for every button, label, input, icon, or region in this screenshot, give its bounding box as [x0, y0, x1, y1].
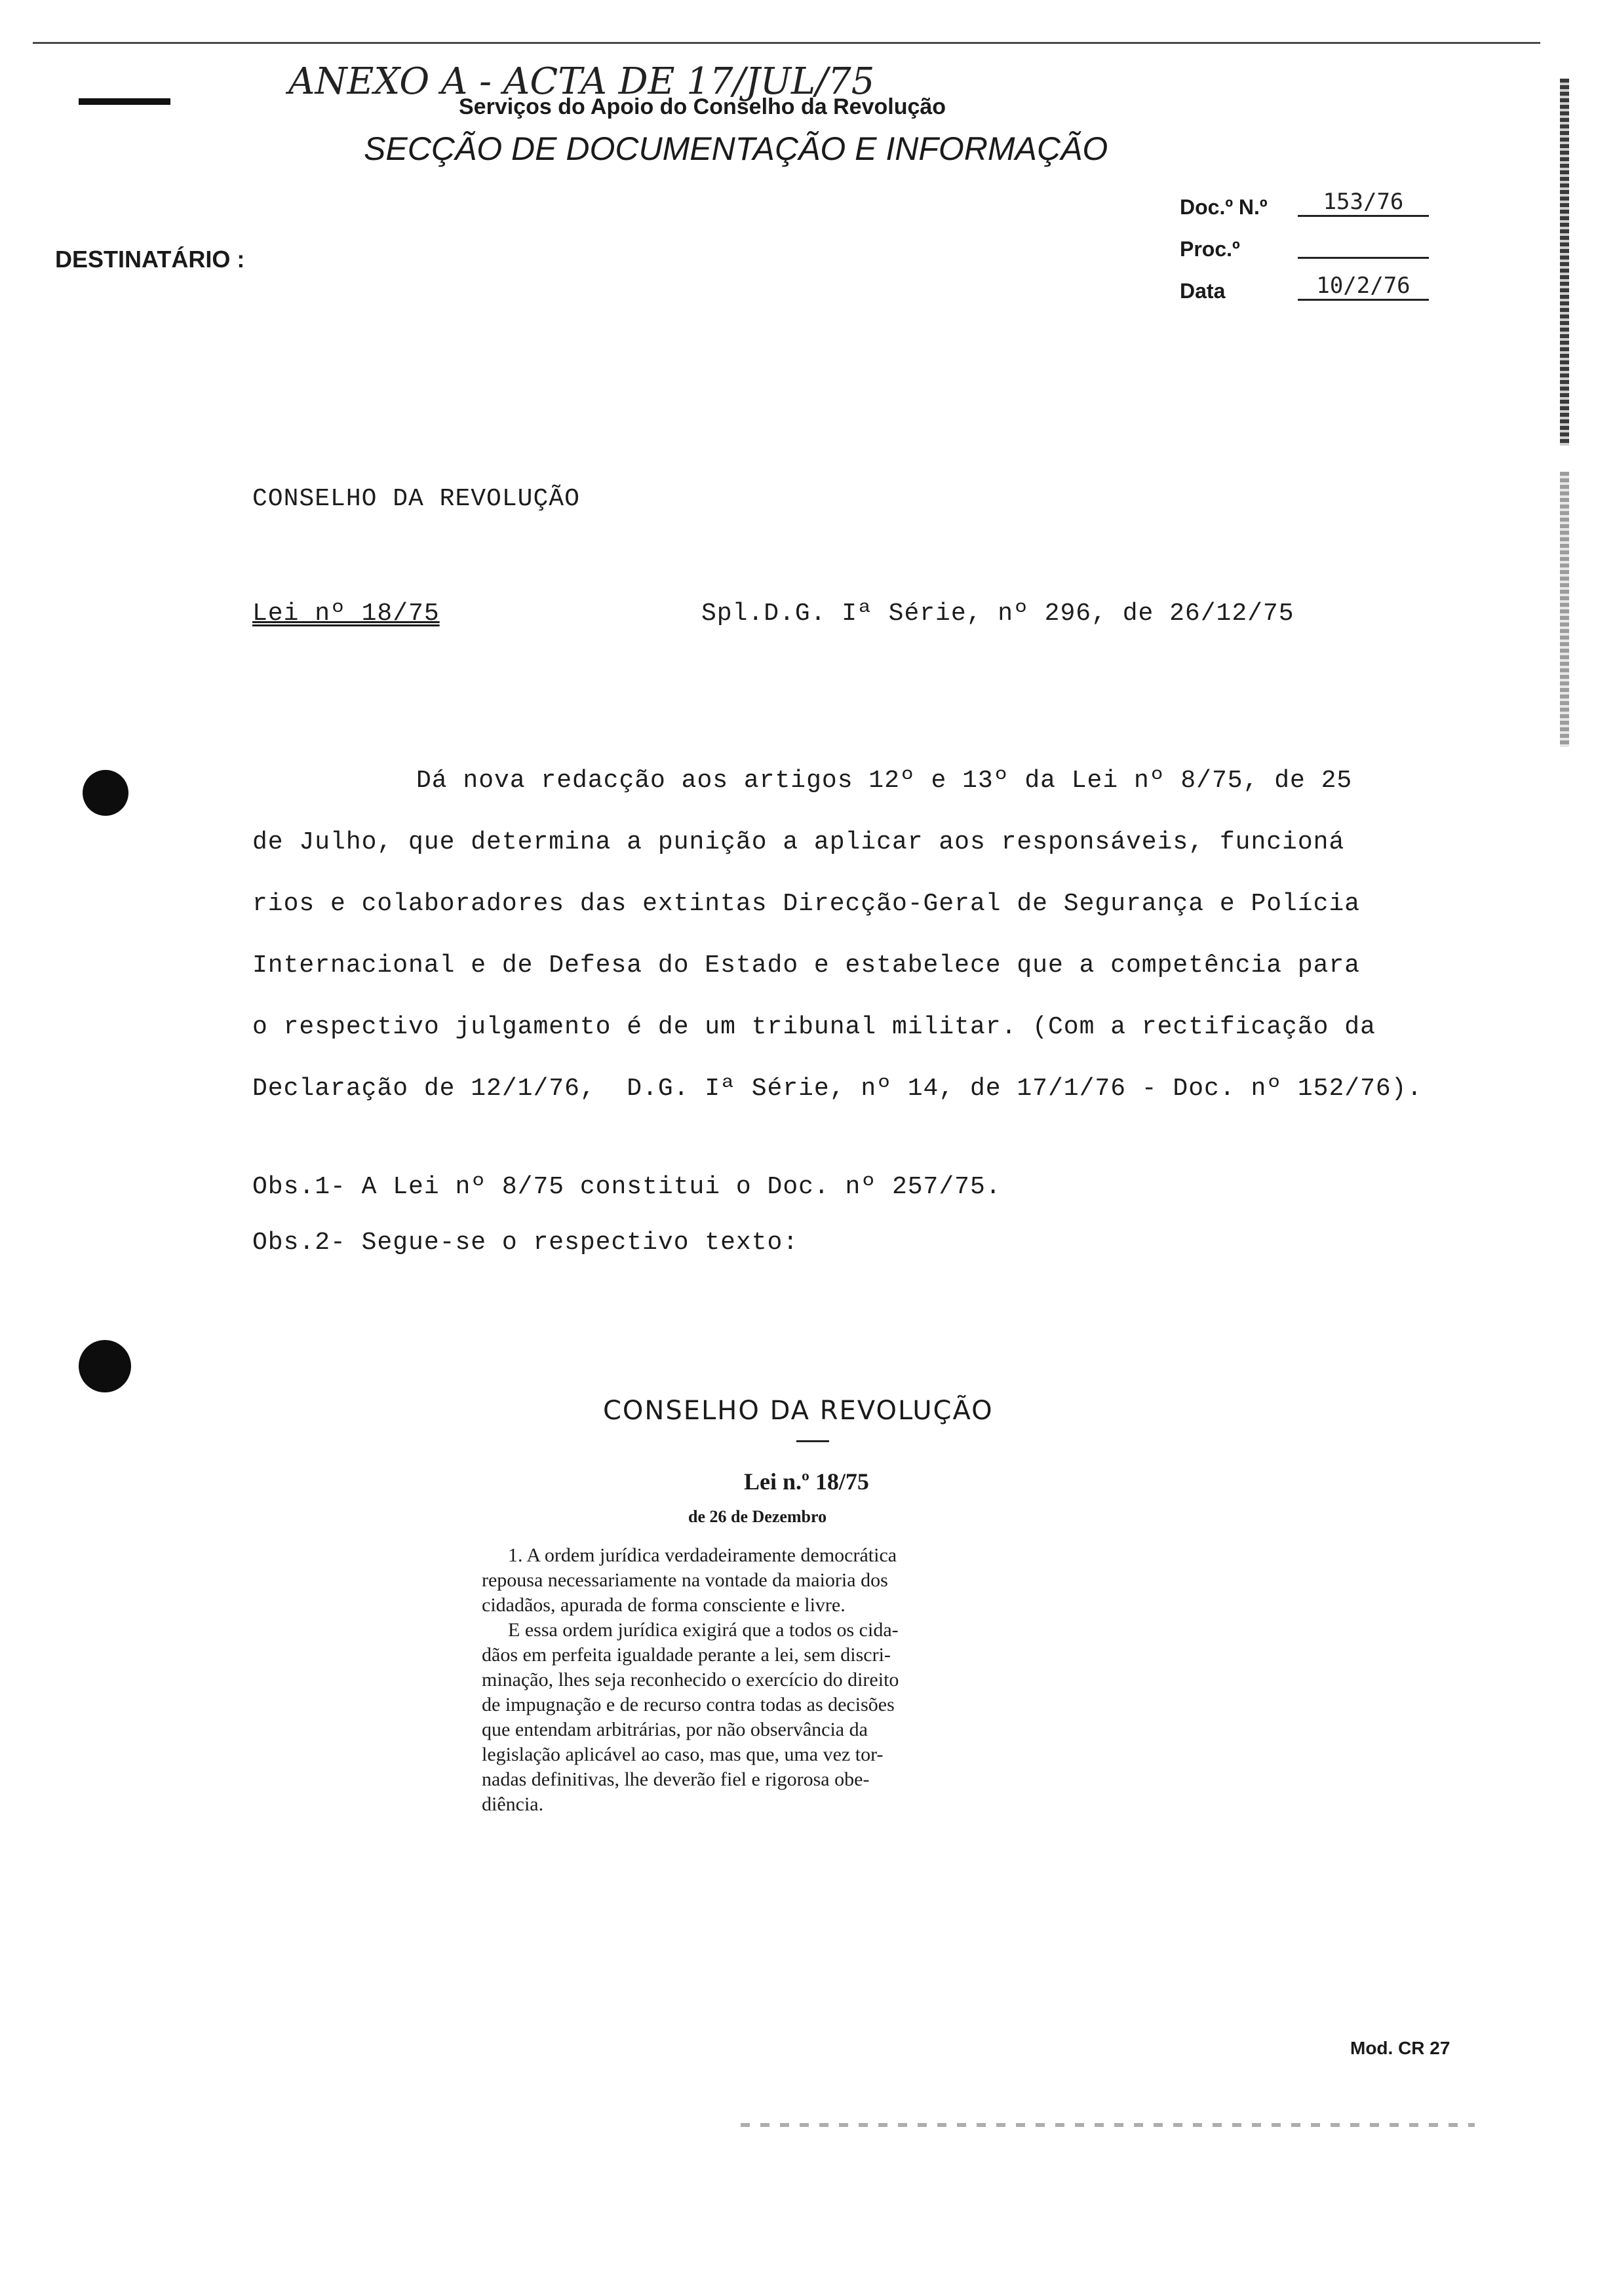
clipping-title: CONSELHO DA REVOLUÇÃO: [603, 1396, 994, 1426]
proc-number: [1298, 231, 1429, 259]
section-title: SECÇÃO DE DOCUMENTAÇÃO E INFORMAÇÃO: [364, 130, 1108, 167]
handwritten-annotation: ANEXO A - ACTA DE 17/JUL/75: [288, 60, 875, 103]
clipping-date: de 26 de Dezembro: [688, 1507, 827, 1526]
date-label: Data: [1180, 279, 1226, 303]
proc-label: Proc.º: [1180, 237, 1240, 261]
clipping-line: dãos em perfeita igualdade perante a lei, sem discri-: [482, 1644, 891, 1666]
clipping-paragraph: [482, 1543, 1124, 1817]
clipping-line: nadas definitivas, lhe deverão fiel e rigorosa obe-: [482, 1769, 870, 1790]
publication-reference: Spl.D.G. Iª Série, nº 296, de 26/12/75: [701, 600, 1294, 628]
summary-paragraph: [252, 750, 1471, 1120]
clipping-rule: [796, 1440, 829, 1442]
observation-2: Obs.2- Segue-se o respectivo texto:: [252, 1229, 799, 1257]
doc-label: Doc.º N.º: [1180, 195, 1268, 219]
clipping-law: Lei n.º 18/75: [744, 1468, 869, 1495]
summary-line: Dá nova redacção aos artigos 12º e 13º da Lei nº 8/75, de 25: [416, 767, 1353, 795]
summary-line: o respectivo julgamento é de um tribunal militar. (Com a rectificação da: [252, 1013, 1376, 1041]
clipping-line: legislação aplicável ao caso, mas que, uma vez tor-: [482, 1744, 884, 1765]
clipping-line: minação, lhes seja reconhecido o exercício do direito: [482, 1669, 899, 1691]
clipping-line: de impugnação e de recurso contra todas as decisões: [482, 1694, 895, 1715]
summary-line: rios e colaboradores das extintas Direcção-Geral de Segurança e Polícia: [252, 890, 1361, 918]
clipping-line: 1. A ordem jurídica verdadeiramente democrática: [508, 1544, 897, 1566]
clipping-line: diência.: [482, 1793, 544, 1815]
clipping-line: repousa necessariamente na vontade da maioria dos: [482, 1569, 888, 1591]
doc-number: 153/76: [1298, 189, 1429, 217]
clipping-line: E essa ordem jurídica exigirá que a todos os cida-: [508, 1619, 899, 1641]
document-date: 10/2/76: [1298, 273, 1429, 301]
binding-edge: [1560, 79, 1569, 446]
observation-1: Obs.1- A Lei nº 8/75 constitui o Doc. nº 257/75.: [252, 1173, 1002, 1201]
redaction-bar: [79, 98, 170, 105]
binding-edge-faint: [1560, 472, 1569, 747]
punch-hole-top: [83, 770, 128, 816]
destinatario-label: DESTINATÁRIO :: [55, 246, 245, 273]
clipping-line: cidadãos, apurada de forma consciente e livre.: [482, 1594, 846, 1616]
law-reference: Lei nº 18/75: [252, 600, 440, 628]
summary-line: Internacional e de Defesa do Estado e estabelece que a competência para: [252, 951, 1361, 980]
service-name: Serviços do Apoio do Conselho da Revolução: [459, 94, 946, 119]
punch-hole-bottom: [79, 1340, 131, 1392]
issuer: CONSELHO DA REVOLUÇÃO: [252, 485, 580, 513]
top-rule: [33, 42, 1540, 44]
summary-line: de Julho, que determina a punição a aplicar aos responsáveis, funcioná: [252, 828, 1345, 856]
summary-line: Declaração de 12/1/76, D.G. Iª Série, nº 14, de 17/1/76 - Doc. nº 152/76).: [252, 1075, 1423, 1103]
clipping-line: que entendam arbitrárias, por não observância da: [482, 1719, 868, 1740]
model-code: Mod. CR 27: [1350, 2038, 1450, 2058]
scan-noise-band: [741, 2123, 1475, 2127]
